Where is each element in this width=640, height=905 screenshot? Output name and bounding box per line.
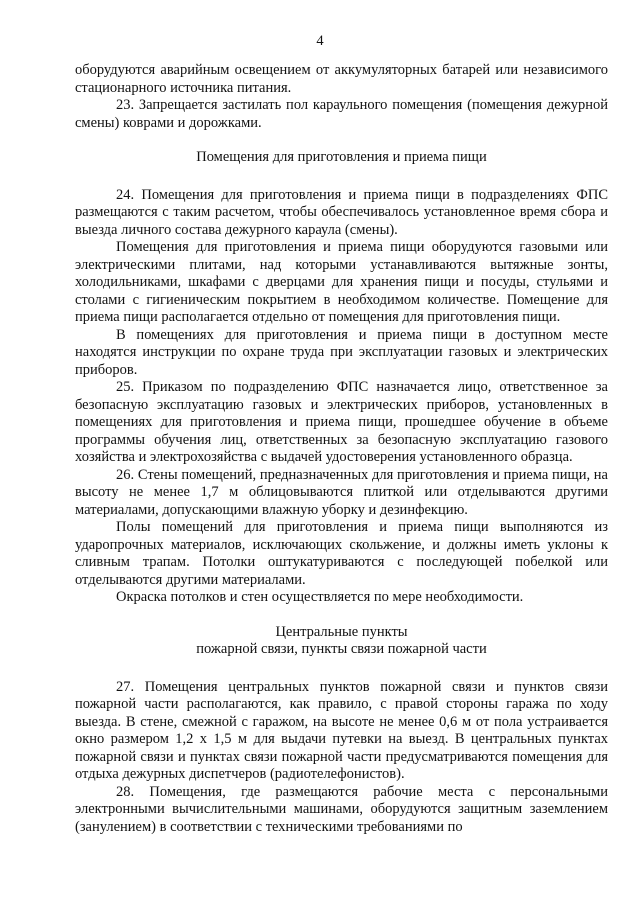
page-number: 4 xyxy=(316,33,324,49)
paragraph: 28. Помещения, где размещаются рабочие места с персональными электронными вычислительными машинами, оборудуются защитным заземлением (занулением) в соответствии с техническими требованиями по xyxy=(75,783,608,835)
paragraph: Полы помещений для приготовления и приема пищи выполняются из ударопрочных материалов, исключающих скольжение, и должны иметь уклоны к сливным трапам. Потолки оштукатуриваются с последующей побелкой или отделываются другими материалами. xyxy=(75,519,608,588)
paragraph: Помещения для приготовления и приема пищи оборудуются газовыми или электрическими плитами, над которыми устанавливаются вытяжные зонты, холодильниками, шкафами с дверцами для хранения пищи и посуды, стульями и столами с гигиеническим покрытием в необходимом количестве. Помещение для приема пищи располагается отдельно от помещения для приготовления пищи. xyxy=(75,239,608,325)
paragraph: Окраска потолков и стен осуществляется по мере необходимости. xyxy=(116,589,524,605)
paragraph: 26. Стены помещений, предназначенных для приготовления и приема пищи, на высоту не менее 1,7 м облицовываются плиткой или отделываются другими материалами, допускающими влажную уборку и дезинфекцию. xyxy=(75,466,608,518)
section-heading: пожарной связи, пункты связи пожарной части xyxy=(196,641,487,657)
section-gap xyxy=(75,132,608,149)
paragraph: 24. Помещения для приготовления и приема пищи в подразделениях ФПС размещаются с таким расчетом, чтобы обеспечивалось установленное время сбора и выезда личного состава дежурного караула (смены). xyxy=(75,186,608,238)
section-gap xyxy=(75,659,608,679)
paragraph: оборудуются аварийным освещением от аккумуляторных батарей или независимого стационарного источника питания. xyxy=(75,62,608,96)
paragraph: 25. Приказом по подразделению ФПС назначается лицо, ответственное за безопасную эксплуатацию газовых и электрических приборов, установленных в помещениях для приготовления и приема пищи, прошедшее обучение в объеме программы обучения лиц, ответственных за безопасную эксплуатацию газового хозяйства и электрохозяйства с выдачей удостоверения установленного образца. xyxy=(75,379,608,465)
section-heading: Центральные пункты xyxy=(275,623,408,640)
paragraph: В помещениях для приготовления и приема пищи в доступном месте находятся инструкции по охране труда при эксплуатации газовых и электрических приборов. xyxy=(75,326,608,378)
document-body xyxy=(75,62,608,836)
section-gap xyxy=(75,167,608,187)
paragraph: 27. Помещения центральных пунктов пожарной связи и пунктов связи пожарной части располагаются, как правило, с правой стороны гаража по ходу выезда. В стене, смежной с гаражом, на высоте не менее 0,6 м от пола устраивается окно размером 1,2 х 1,5 м для выдачи путевки на выезд. В центральных пунктах пожарной связи и пунктах связи пожарной части предусматриваются помещения для отдыха дежурных диспетчеров (радиотелефонистов). xyxy=(75,678,608,782)
section-heading: Помещения для приготовления и приема пищи xyxy=(196,149,487,165)
section-gap xyxy=(75,607,608,624)
paragraph: 23. Запрещается застилать пол караульного помещения (помещения дежурной смены) коврами и дорожками. xyxy=(75,97,608,131)
